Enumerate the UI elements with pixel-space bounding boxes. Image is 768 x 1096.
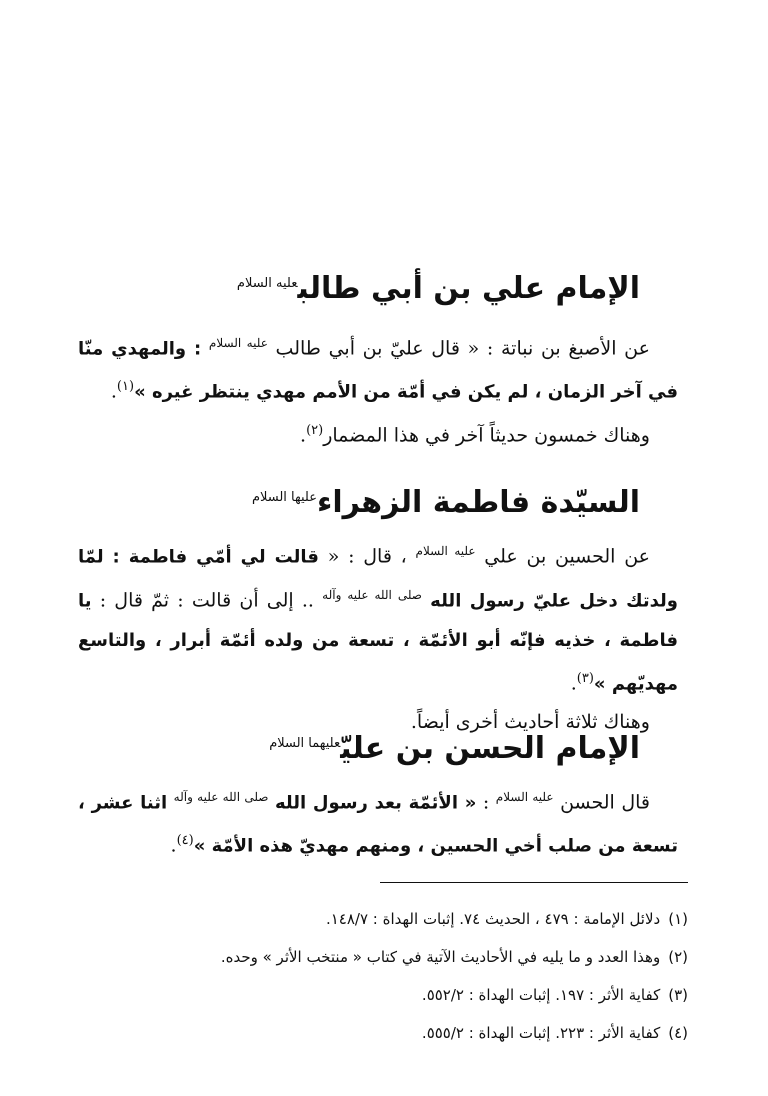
note-paragraph: وهناك ثلاثة أحاديث أخرى أيضاً. [410, 710, 650, 733]
section-title-fatima [252, 478, 640, 523]
footnote-ref: (١) [116, 379, 135, 395]
honorific-mark: عليه السلام [236, 276, 298, 291]
footnote-number: (٤) [668, 1024, 688, 1042]
footnote-ref: (٢) [306, 422, 324, 438]
hadith-paragraph: عن الأصبغ بن نباتة : « قال عليّ بن أبي طالب $^{عليه السلام}$ : والمهدي منّا في آخر الزمان ، لم يكن في أمّة من الأمم مهدي ينتظر غيره »$^{(١)}$. [78, 336, 678, 403]
honorific-mark: عليها السلام [251, 490, 317, 505]
footnote-item [78, 1014, 688, 1052]
hadith-quote: اثنا عشر ، تسعة من صلب أخي الحسين ، ومنهم مهديّ هذه الأمّة » [78, 792, 678, 857]
hadith-quote: « الأئمّة بعد رسول الله [275, 792, 477, 814]
section-title-text: الإمام الحسن بن عليّ [340, 731, 640, 766]
footnote-number: (٢) [668, 948, 688, 966]
footnote-number: (٣) [668, 986, 688, 1004]
honorific-mark: عليه السلام [495, 790, 554, 804]
hadith-quote: : والمهدي منّا في آخر الزمان ، لم يكن في أمّة من الأمم مهدي ينتظر غيره » [78, 338, 678, 403]
footnote-text: دلائل الإمامة : ٤٧٩ ، الحديث ٧٤. إثبات الهداة : ١٤٨/٧. [325, 910, 661, 928]
hadith-paragraph: عن الحسين بن علي $^{عليه السلام}$ ، قال : « قالت لي أمّي فاطمة : لمّا ولدتك دخل عليّ رسول الله $^{صلى الله عليه وآله}$ .. إلى أن قالت : ثمّ قال : يا فاطمة ، خذيه فإنّه أبو الأئمّة ، تسعة من ولده أئمّة أبرار ، والتاسع مهديّهم »$^{(٣)}$. [78, 544, 678, 694]
honorific-mark: صلى الله عليه وآله [322, 588, 422, 603]
hadith-quote: يا فاطمة ، خذيه فإنّه أبو الأئمّة ، تسعة من ولده أئمّة أبرار ، والتاسع مهديّهم » [78, 590, 678, 694]
footnotes [78, 900, 688, 1052]
footnote-item [78, 900, 688, 938]
section-body-hasan [78, 778, 678, 866]
footnote-text: كفاية الأثر : ٢٢٣. إثبات الهداة : ٥٥٥/٢. [421, 1024, 661, 1042]
footnote-ref: (٣) [576, 670, 594, 686]
footnote-number: (١) [668, 910, 688, 928]
honorific-mark: عليهما السلام [269, 736, 341, 751]
footnote-item [78, 938, 688, 976]
note-paragraph: وهناك خمسون حديثاً آخر في هذا المضمار$^{(٢)}$. [300, 422, 650, 446]
honorific-mark: عليه السلام [208, 336, 268, 350]
footnote-text: وهذا العدد و ما يليه في الأحاديث الآتية في كتاب « منتخب الأثر » وحده. [220, 948, 661, 966]
honorific-mark: عليه السلام [415, 544, 476, 558]
section-body-fatima [78, 532, 678, 741]
hadith-quote: قالت لي أمّي فاطمة : لمّا ولدتك دخل عليّ رسول الله [78, 546, 678, 612]
section-title-hasan [269, 724, 640, 769]
section-title-text: السيّدة فاطمة الزهراء [316, 485, 640, 520]
footnote-ref: (٤) [176, 833, 194, 849]
footnote-item [78, 976, 688, 1014]
section-title-text: الإمام علي بن أبي طالب [297, 271, 640, 306]
honorific-mark: صلى الله عليه وآله [173, 790, 269, 804]
section-title-ali [237, 264, 640, 309]
hadith-paragraph: قال الحسن $^{عليه السلام}$ : « الأئمّة بعد رسول الله $^{صلى الله عليه وآله}$ اثنا عشر ، تسعة من صلب أخي الحسين ، ومنهم مهديّ هذه الأمّة »$^{(٤)}$. [78, 790, 678, 857]
section-body-ali [78, 324, 678, 454]
footnote-divider [380, 882, 688, 883]
footnote-text: كفاية الأثر : ١٩٧. إثبات الهداة : ٥٥٢/٢. [421, 986, 661, 1004]
